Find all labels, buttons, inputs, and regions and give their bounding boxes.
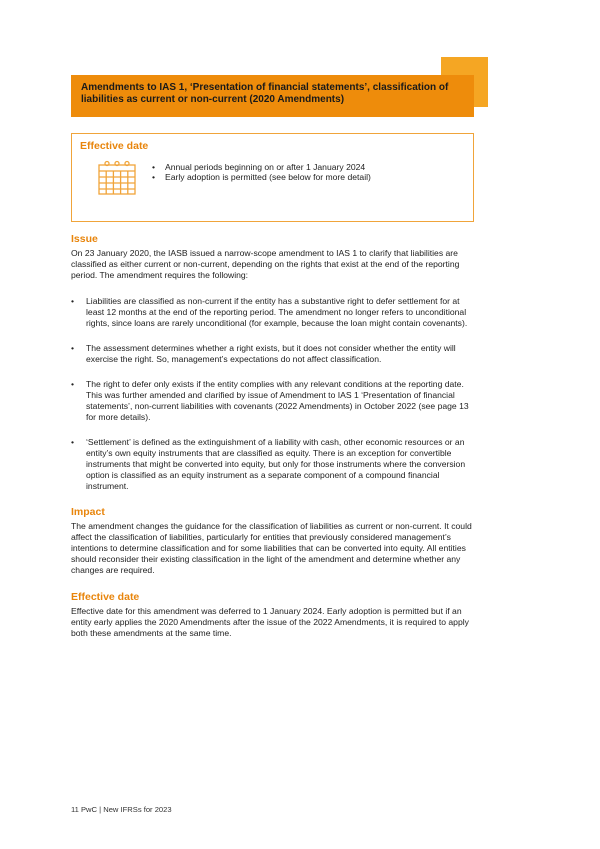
impact-heading: Impact [71,506,105,518]
effective-date-section [71,591,475,639]
impact-text: The amendment changes the guidance for the classification of liabilities as current or non-current. It could affect the classification of liabilities, particularly for entities that previously considered management’s intentions to determine classification and for some liabilities that can be converted into equity. All entities should reconsider their existing classification in the light of the amendment and determine whether any changes are required. [71,521,472,575]
effective-date-list [152,162,371,182]
list-item: • Annual periods beginning on or after 1 January 2024 [152,162,371,172]
list-item: • ‘Settlement’ is defined as the extinguishment of a liability with cash, other economic resources or an entity’s own equity instruments that are classified as equity. There is an exception for convertible instruments that might be converted into equity, but only for those instruments where the conversion option is classified as an equity instrument as a separate component of a compound financial instrument. [71,437,475,492]
impact-section [71,506,475,576]
calendar-icon [97,160,137,196]
page-title: Amendments to IAS 1, ‘Presentation of financial statements’, classification of liabilities as current or non-current (2020 Amendments) [81,82,449,105]
page-footer: 11 PwC | New IFRSs for 2023 [71,805,172,814]
list-item: • The assessment determines whether a right exists, but it does not consider whether the entity will exercise the right. So, management’s expectations do not affect classification. [71,343,475,365]
effective-date-box [71,133,474,222]
issue-intro: On 23 January 2020, the IASB issued a narrow-scope amendment to IAS 1 to clarify that liabilities are classified as either current or non-current, depending on the rights that exist at the end of the reporting period. The amendment requires the following: [71,248,460,280]
list-item: • Early adoption is permitted (see below for more detail) [152,172,371,182]
title-banner [71,75,474,117]
issue-bullets [71,296,475,492]
main-content [71,233,475,639]
effective-date-text: Effective date for this amendment was deferred to 1 January 2024. Early adoption is permitted but if an entity early applies the 2020 Amendments after the issue of the 2022 Amendments, it is required to apply both these amendments at the same time. [71,606,469,638]
issue-heading: Issue [71,233,98,245]
effective-date-heading: Effective date [71,591,140,603]
list-item: • Liabilities are classified as non-current if the entity has a substantive right to defer settlement for at least 12 months at the end of the reporting period. The amendment no longer refers to unconditional rights, since loans are rarely unconditional (for example, because the loan might contain covenants). [71,296,475,329]
effective-date-box-heading: Effective date [80,140,149,152]
list-item: • The right to defer only exists if the entity complies with any relevant conditions at the reporting date. This was further amended and clarified by issue of Amendment to IAS 1 ‘Presentation of financial statements’, non-current liabilities with covenants (2022 Amendments) in October 2022 (see page 13 for more details). [71,379,475,423]
